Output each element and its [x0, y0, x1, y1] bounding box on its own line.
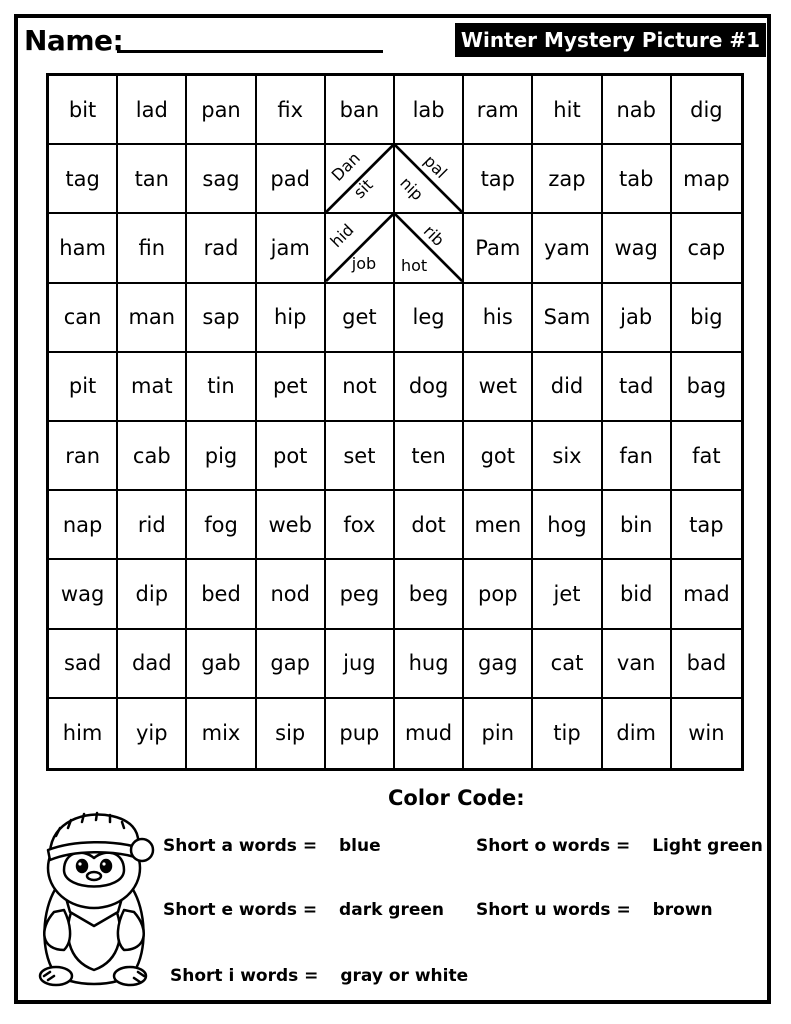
word-text: sap — [202, 305, 240, 330]
word-cell[interactable] — [603, 422, 672, 491]
word-cell[interactable] — [533, 76, 602, 145]
color-code-label: Short i words = — [170, 966, 319, 986]
word-cell[interactable] — [49, 284, 118, 353]
word-text: wet — [478, 374, 517, 399]
word-cell[interactable] — [464, 214, 533, 283]
word-cell[interactable] — [49, 353, 118, 422]
word-cell[interactable] — [395, 76, 464, 145]
word-text: bed — [201, 581, 241, 606]
word-text: fox — [343, 512, 376, 537]
penguin-with-hat-icon — [34, 800, 159, 990]
word-cell[interactable] — [326, 284, 395, 353]
word-text: fan — [619, 443, 653, 468]
word-cell[interactable] — [464, 353, 533, 422]
word-cell[interactable] — [118, 76, 187, 145]
word-text: Sam — [543, 305, 591, 330]
word-cell[interactable] — [464, 422, 533, 491]
worksheet-title: Winter Mystery Picture #1 — [455, 23, 766, 57]
word-grid — [46, 73, 744, 771]
word-cell[interactable] — [672, 214, 741, 283]
word-cell[interactable] — [49, 145, 118, 214]
word-text: fix — [277, 97, 304, 122]
word-cell[interactable] — [464, 284, 533, 353]
word-cell[interactable] — [257, 699, 326, 768]
word-cell[interactable] — [49, 422, 118, 491]
word-text: men — [474, 512, 522, 537]
word-cell[interactable] — [672, 560, 741, 629]
word-text: web — [268, 512, 312, 537]
word-cell[interactable] — [395, 284, 464, 353]
word-cell[interactable] — [187, 353, 256, 422]
word-text: pop — [478, 581, 518, 606]
word-text: van — [616, 651, 656, 676]
word-cell[interactable] — [533, 560, 602, 629]
word-text: tab — [618, 166, 654, 191]
word-text: pig — [204, 443, 238, 468]
word-cell[interactable] — [118, 214, 187, 283]
color-code-short-u — [476, 900, 713, 920]
word-cell[interactable] — [395, 630, 464, 699]
word-text: mud — [405, 721, 453, 746]
word-text: tin — [207, 374, 235, 399]
word-cell[interactable] — [118, 491, 187, 560]
word-cell[interactable] — [395, 422, 464, 491]
word-cell[interactable] — [672, 491, 741, 560]
word-text: cap — [687, 235, 726, 260]
split-word-upper: pal — [420, 151, 451, 183]
word-text: mad — [683, 581, 730, 606]
word-text: jab — [620, 305, 653, 330]
word-text: pot — [272, 443, 308, 468]
word-text: sag — [202, 166, 240, 191]
word-text: mat — [131, 374, 173, 399]
word-text: tag — [65, 166, 100, 191]
word-text: sip — [275, 721, 306, 746]
word-cell[interactable] — [395, 353, 464, 422]
split-word-cell[interactable] — [395, 145, 464, 214]
word-text: ham — [59, 235, 106, 260]
word-cell[interactable] — [672, 284, 741, 353]
word-text: rid — [137, 512, 166, 537]
word-text: yam — [544, 235, 590, 260]
word-text: pin — [481, 721, 515, 746]
word-text: pet — [272, 374, 308, 399]
word-cell[interactable] — [187, 560, 256, 629]
word-text: gap — [270, 651, 310, 676]
word-cell[interactable] — [118, 284, 187, 353]
word-cell[interactable] — [326, 630, 395, 699]
word-cell[interactable] — [464, 491, 533, 560]
word-text: peg — [339, 581, 380, 606]
word-cell[interactable] — [672, 422, 741, 491]
word-text: cab — [132, 443, 171, 468]
word-cell[interactable] — [672, 76, 741, 145]
word-cell[interactable] — [603, 76, 672, 145]
word-cell[interactable] — [187, 284, 256, 353]
word-text: rad — [203, 235, 239, 260]
color-code-short-o — [476, 836, 763, 856]
word-cell[interactable] — [533, 284, 602, 353]
word-cell[interactable] — [257, 491, 326, 560]
word-cell[interactable] — [49, 214, 118, 283]
word-cell[interactable] — [326, 422, 395, 491]
word-text: ran — [65, 443, 100, 468]
word-text: hit — [553, 97, 581, 122]
split-word-upper: Dan — [327, 148, 364, 185]
word-text: leg — [412, 305, 445, 330]
split-word-cell[interactable] — [326, 145, 395, 214]
color-code-short-e — [163, 900, 444, 920]
color-code-short-i — [170, 966, 468, 986]
word-cell[interactable] — [603, 560, 672, 629]
word-text: bid — [619, 581, 653, 606]
color-code-label: Short e words = — [163, 900, 318, 920]
word-text: pit — [68, 374, 97, 399]
word-cell[interactable] — [672, 145, 741, 214]
split-word-upper: rib — [419, 221, 449, 251]
word-text: get — [342, 305, 377, 330]
word-cell[interactable] — [533, 353, 602, 422]
word-cell[interactable] — [118, 422, 187, 491]
color-code-value: blue — [338, 836, 381, 856]
word-text: bit — [68, 97, 97, 122]
word-text: bag — [686, 374, 727, 399]
word-text: tap — [480, 166, 515, 191]
word-text: ban — [339, 97, 380, 122]
color-code-label: Short u words = — [476, 900, 631, 920]
word-text: lad — [135, 97, 168, 122]
color-code-short-a — [163, 836, 381, 856]
word-cell[interactable] — [395, 491, 464, 560]
word-text: dim — [616, 721, 656, 746]
word-text: tip — [553, 721, 581, 746]
word-text: cat — [550, 651, 584, 676]
word-text: hip — [273, 305, 307, 330]
word-cell[interactable] — [672, 630, 741, 699]
word-text: set — [343, 443, 376, 468]
word-text: zap — [548, 166, 586, 191]
word-text: bad — [686, 651, 727, 676]
word-text: him — [62, 721, 103, 746]
word-text: dad — [132, 651, 172, 676]
word-text: fin — [138, 235, 166, 260]
word-cell[interactable] — [326, 353, 395, 422]
word-cell[interactable] — [118, 630, 187, 699]
word-cell[interactable] — [257, 284, 326, 353]
word-cell[interactable] — [118, 145, 187, 214]
word-cell[interactable] — [533, 630, 602, 699]
word-cell[interactable] — [603, 699, 672, 768]
word-text: jug — [343, 651, 376, 676]
word-text: mix — [201, 721, 241, 746]
word-cell[interactable] — [533, 699, 602, 768]
word-text: hug — [408, 651, 449, 676]
word-text: ten — [411, 443, 446, 468]
word-text: win — [688, 721, 725, 746]
word-cell[interactable] — [257, 353, 326, 422]
word-cell[interactable] — [257, 422, 326, 491]
word-cell[interactable] — [257, 76, 326, 145]
word-text: man — [128, 305, 176, 330]
word-text: tan — [134, 166, 169, 191]
split-word-lower: job — [351, 254, 377, 274]
word-text: tad — [618, 374, 654, 399]
word-cell[interactable] — [603, 491, 672, 560]
word-cell[interactable] — [118, 699, 187, 768]
word-cell[interactable] — [603, 630, 672, 699]
split-word-cell[interactable] — [326, 214, 395, 283]
word-cell[interactable] — [257, 214, 326, 283]
word-text: Pam — [475, 235, 521, 260]
word-text: nap — [62, 512, 103, 537]
word-text: did — [550, 374, 584, 399]
word-text: fog — [204, 512, 238, 537]
word-text: big — [690, 305, 723, 330]
word-text: gag — [478, 651, 518, 676]
word-text: pad — [270, 166, 310, 191]
word-cell[interactable] — [395, 560, 464, 629]
split-word-cell[interactable] — [395, 214, 464, 283]
word-text: ram — [476, 97, 519, 122]
word-cell[interactable] — [326, 491, 395, 560]
word-cell[interactable] — [257, 630, 326, 699]
word-cell[interactable] — [464, 699, 533, 768]
color-code-value: Light green — [652, 836, 763, 856]
word-text: sad — [64, 651, 102, 676]
word-cell[interactable] — [187, 145, 256, 214]
word-cell[interactable] — [464, 145, 533, 214]
word-text: beg — [408, 581, 449, 606]
word-cell[interactable] — [395, 699, 464, 768]
word-text: dig — [690, 97, 723, 122]
word-cell[interactable] — [603, 145, 672, 214]
word-cell[interactable] — [187, 76, 256, 145]
word-text: dot — [411, 512, 446, 537]
word-cell[interactable] — [118, 353, 187, 422]
word-cell[interactable] — [49, 699, 118, 768]
word-text: got — [480, 443, 515, 468]
word-text: jet — [553, 581, 581, 606]
color-code-value: gray or white — [340, 966, 469, 986]
word-cell[interactable] — [672, 353, 741, 422]
word-text: pan — [201, 97, 241, 122]
word-text: map — [683, 166, 730, 191]
word-text: lab — [412, 97, 445, 122]
name-write-line[interactable] — [117, 50, 383, 53]
color-code-label: Short o words = — [476, 836, 631, 856]
word-text: nod — [270, 581, 310, 606]
word-text: yip — [135, 721, 168, 746]
word-cell[interactable] — [326, 76, 395, 145]
word-text: can — [63, 305, 102, 330]
word-text: six — [552, 443, 582, 468]
word-text: bin — [619, 512, 653, 537]
word-cell[interactable] — [464, 560, 533, 629]
word-cell[interactable] — [187, 491, 256, 560]
word-cell[interactable] — [187, 699, 256, 768]
word-cell[interactable] — [533, 422, 602, 491]
word-cell[interactable] — [187, 214, 256, 283]
word-text: pup — [339, 721, 380, 746]
word-cell[interactable] — [603, 284, 672, 353]
word-cell[interactable] — [326, 560, 395, 629]
word-cell[interactable] — [533, 491, 602, 560]
color-code-label: Short a words = — [163, 836, 318, 856]
split-word-lower: nip — [396, 173, 428, 205]
name-label: Name: — [24, 24, 124, 57]
word-cell[interactable] — [326, 699, 395, 768]
word-text: fat — [692, 443, 721, 468]
word-cell[interactable] — [187, 630, 256, 699]
word-cell[interactable] — [49, 560, 118, 629]
word-text: hog — [547, 512, 587, 537]
color-code-value: dark green — [339, 900, 445, 920]
word-cell[interactable] — [533, 145, 602, 214]
word-text: wag — [614, 235, 658, 260]
word-cell[interactable] — [533, 214, 602, 283]
word-text: nab — [616, 97, 656, 122]
word-cell[interactable] — [603, 353, 672, 422]
word-text: dog — [408, 374, 449, 399]
word-cell[interactable] — [49, 491, 118, 560]
split-word-lower: hot — [400, 256, 428, 276]
word-text: wag — [60, 581, 105, 606]
word-cell[interactable] — [187, 422, 256, 491]
word-cell[interactable] — [49, 76, 118, 145]
split-word-upper: hid — [326, 220, 358, 252]
word-text: tap — [689, 512, 724, 537]
word-cell[interactable] — [49, 630, 118, 699]
word-text: jam — [270, 235, 310, 260]
word-cell[interactable] — [672, 699, 741, 768]
word-cell[interactable] — [464, 630, 533, 699]
word-cell[interactable] — [257, 145, 326, 214]
word-text: not — [342, 374, 377, 399]
word-text: gab — [201, 651, 241, 676]
word-cell[interactable] — [464, 76, 533, 145]
color-code-value: brown — [652, 900, 713, 920]
word-text: dip — [135, 581, 169, 606]
word-cell[interactable] — [118, 560, 187, 629]
word-cell[interactable] — [603, 214, 672, 283]
split-word-lower: sit — [349, 175, 377, 203]
word-text: his — [482, 305, 513, 330]
color-code-title: Color Code: — [388, 786, 525, 810]
word-cell[interactable] — [257, 560, 326, 629]
